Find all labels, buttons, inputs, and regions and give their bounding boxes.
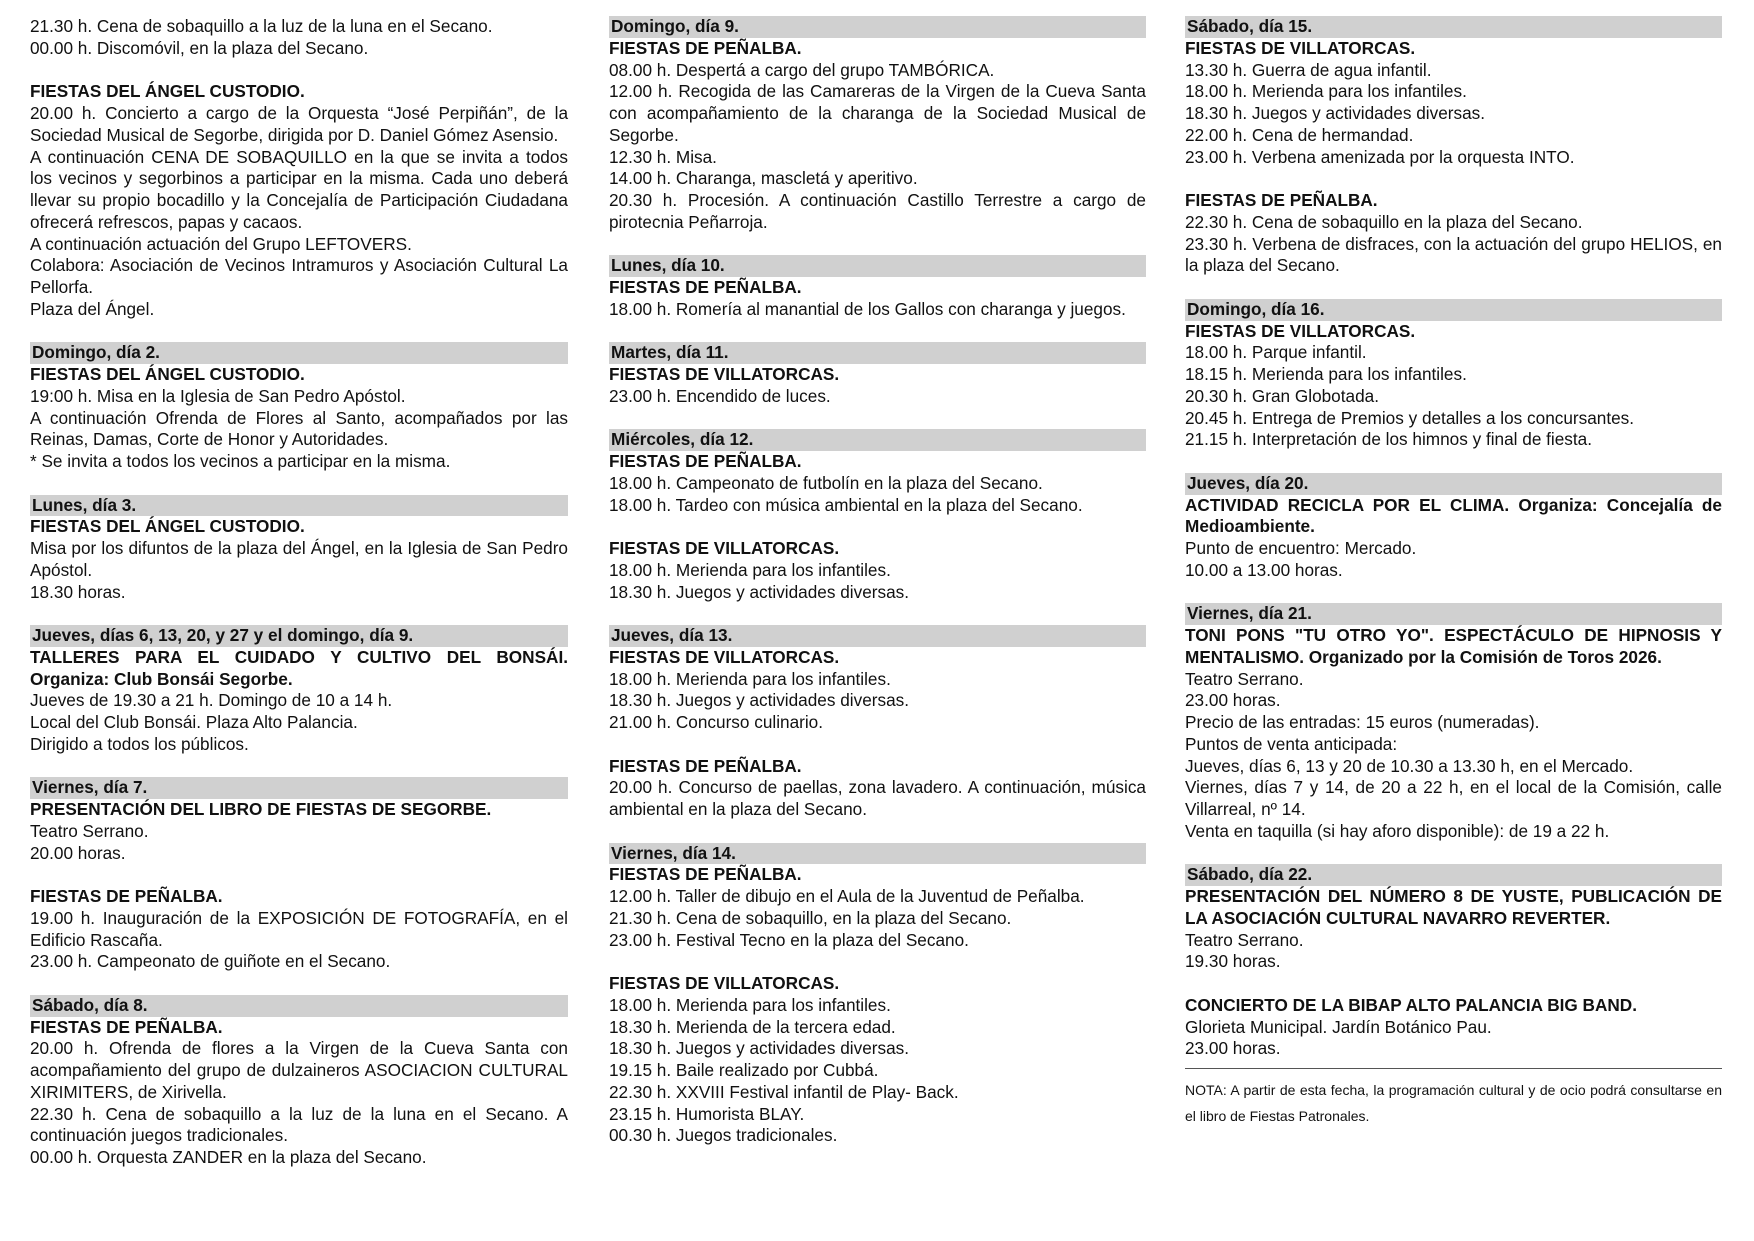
event-line: 18.30 h. Merienda de la tercera edad. xyxy=(609,1016,896,1037)
note-divider xyxy=(1185,1068,1722,1069)
day-header: Jueves, día 20. xyxy=(1185,473,1722,495)
event-block xyxy=(30,799,568,864)
event-block xyxy=(609,277,1146,321)
event-heading: FIESTAS DE VILLATORCAS. xyxy=(609,538,840,558)
day-section xyxy=(30,342,568,473)
day-header: Domingo, día 9. xyxy=(609,16,1146,38)
event-block xyxy=(1185,886,1722,973)
event-block xyxy=(1185,190,1722,277)
day-section xyxy=(1185,473,1722,582)
event-line: Colabora: Asociación de Vecinos Intramuros y Asociación Cultural La Pellorfa. xyxy=(30,255,568,297)
event-heading: FIESTAS DE PEÑALBA. xyxy=(609,864,802,885)
event-block xyxy=(609,756,1146,821)
block-spacer xyxy=(609,951,1146,973)
event-heading: TONI PONS "TU OTRO YO". ESPECTÁCULO DE HIPNOSIS Y MENTALISMO. Organizado por la Comisión de Toros 2026. xyxy=(1185,625,1722,667)
event-line: 19.15 h. Baile realizado por Cubbá. xyxy=(609,1060,879,1080)
day-header: Martes, día 11. xyxy=(609,342,1146,364)
day-header: Jueves, días 6, 13, 20, y 27 y el domingo, día 9. xyxy=(30,625,568,647)
event-line: 21.30 h. Cena de sobaquillo a la luz de la luna en el Secano. xyxy=(30,16,493,36)
event-line: Dirigido a todos los públicos. xyxy=(30,733,249,754)
event-block xyxy=(1185,625,1722,843)
event-line: 21.30 h. Cena de sobaquillo, en la plaza del Secano. xyxy=(609,907,1012,928)
event-line: A continuación CENA DE SOBAQUILLO en la que se invita a todos los vecinos y segorbinos a participar en la misma. Cada uno deberá llevar su propio bocadillo y la Concejalía de Participación Ciudadana ofrecerá refrescos, papas y cacaos. xyxy=(30,146,568,232)
event-block xyxy=(30,16,568,60)
event-heading: PRESENTACIÓN DEL LIBRO DE FIESTAS DE SEGORBE. xyxy=(30,799,492,819)
day-section xyxy=(30,625,568,756)
column-3-body xyxy=(1185,16,1722,1060)
event-block xyxy=(1185,321,1722,452)
event-line: Teatro Serrano. xyxy=(1185,929,1304,950)
event-block xyxy=(1185,38,1722,169)
day-header: Domingo, día 16. xyxy=(1185,299,1722,321)
event-block xyxy=(1185,495,1722,582)
event-block xyxy=(609,451,1146,516)
block-spacer xyxy=(609,516,1146,538)
event-line: 14.00 h. Charanga, mascletá y aperitivo. xyxy=(609,168,918,189)
event-line: 23.00 h. Festival Tecno en la plaza del Secano. xyxy=(609,929,969,950)
event-line: Viernes, días 7 y 14, de 20 a 22 h, en el local de la Comisión, calle Villarreal, nº 14. xyxy=(1185,777,1722,819)
event-line: 00.30 h. Juegos tradicionales. xyxy=(609,1125,838,1146)
event-line: 18.00 h. Campeonato de futbolín en la plaza del Secano. xyxy=(609,472,1043,493)
day-section xyxy=(609,625,1146,821)
block-spacer xyxy=(1185,973,1722,995)
day-section xyxy=(609,843,1146,1148)
event-line: 18.00 h. Merienda para los infantiles. xyxy=(1185,81,1467,102)
event-line: 23.00 horas. xyxy=(1185,1038,1281,1059)
event-line: 13.30 h. Guerra de agua infantil. xyxy=(1185,59,1432,80)
event-heading: FIESTAS DEL ÁNGEL CUSTODIO. xyxy=(30,364,305,384)
day-section xyxy=(609,429,1146,603)
day-section xyxy=(609,16,1146,234)
event-heading: FIESTAS DE PEÑALBA. xyxy=(1185,190,1378,210)
event-line: 18.00 h. Tardeo con música ambiental en la plaza del Secano. xyxy=(609,494,1083,515)
event-block xyxy=(609,864,1146,951)
event-line: 23.15 h. Humorista BLAY. xyxy=(609,1103,805,1124)
event-heading: ACTIVIDAD RECICLA POR EL CLIMA. Organiza: Concejalía de Medioambiente. xyxy=(1185,494,1722,537)
event-heading: FIESTAS DE PEÑALBA. xyxy=(609,451,802,471)
event-line: 20.45 h. Entrega de Premios y detalles a los concursantes. xyxy=(1185,407,1635,428)
event-line: 23.00 horas. xyxy=(1185,690,1281,711)
event-heading: CONCIERTO DE LA BIBAP ALTO PALANCIA BIG BAND. xyxy=(1185,994,1637,1015)
event-line: * Se invita a todos los vecinos a participar en la misma. xyxy=(30,451,451,471)
event-line: 20.30 h. Procesión. A continuación Castillo Terrestre a cargo de pirotecnia Peñarroja. xyxy=(609,190,1146,232)
event-line: 12.30 h. Misa. xyxy=(609,146,717,167)
event-line: Teatro Serrano. xyxy=(1185,668,1304,689)
block-spacer xyxy=(30,60,568,82)
day-header: Jueves, día 13. xyxy=(609,625,1146,647)
event-line: 18.00 h. Merienda para los infantiles. xyxy=(609,994,891,1015)
day-section xyxy=(1185,299,1722,451)
event-line: 20.00 h. Ofrenda de flores a la Virgen de la Cueva Santa con acompañamiento del grupo de dulzaineros ASOCIACION CULTURAL XIRIMITERS, de Xirivella. xyxy=(30,1038,568,1102)
event-line: 18.00 h. Romería al manantial de los Gallos con charanga y juegos. xyxy=(609,298,1126,319)
event-line: 20.00 horas. xyxy=(30,842,126,863)
day-section xyxy=(30,16,568,321)
event-heading: FIESTAS DE VILLATORCAS. xyxy=(609,646,840,667)
day-section xyxy=(30,995,568,1169)
column-2 xyxy=(609,16,1146,1147)
event-heading: FIESTAS DEL ÁNGEL CUSTODIO. xyxy=(30,81,305,102)
event-heading: FIESTAS DE VILLATORCAS. xyxy=(1185,320,1416,341)
event-block xyxy=(30,886,568,973)
event-line: 00.00 h. Discomóvil, en la plaza del Secano. xyxy=(30,37,369,58)
event-line: 18.30 h. Juegos y actividades diversas. xyxy=(609,1038,910,1059)
day-section xyxy=(609,255,1146,320)
event-line: 18.30 h. Juegos y actividades diversas. xyxy=(609,581,910,602)
event-line: Jueves, días 6, 13 y 20 de 10.30 a 13.30 h, en el Mercado. xyxy=(1185,755,1634,776)
day-header: Sábado, día 22. xyxy=(1185,864,1722,886)
event-line: 20.00 h. Concierto a cargo de la Orquesta “José Perpiñán”, de la Sociedad Musical de Segorbe, dirigida por D. Daniel Gómez Asensio. xyxy=(30,103,568,145)
event-line: 00.00 h. Orquesta ZANDER en la plaza del Secano. xyxy=(30,1147,427,1167)
event-line: 12.00 h. Recogida de las Camareras de la Virgen de la Cueva Santa con acompañamiento de la charanga de la Sociedad Musical de Segorbe. xyxy=(609,81,1146,145)
event-block xyxy=(30,647,568,756)
day-header: Viernes, día 7. xyxy=(30,777,568,799)
event-line: 08.00 h. Despertá a cargo del grupo TAMBÓRICA. xyxy=(609,59,995,80)
event-line: 12.00 h. Taller de dibujo en el Aula de la Juventud de Peñalba. xyxy=(609,886,1085,906)
event-heading: TALLERES PARA EL CUIDADO Y CULTIVO DEL BONSÁI. Organiza: Club Bonsái Segorbe. xyxy=(30,646,568,689)
day-section xyxy=(1185,864,1722,1060)
event-line: 18.00 h. Merienda para los infantiles. xyxy=(609,668,891,689)
event-line: 22.00 h. Cena de hermandad. xyxy=(1185,124,1414,145)
event-line: Punto de encuentro: Mercado. xyxy=(1185,538,1417,558)
event-line: Misa por los difuntos de la plaza del Ángel, en la Iglesia de San Pedro Apóstol. xyxy=(30,538,568,580)
event-line: 20.00 h. Concurso de paellas, zona lavadero. A continuación, música ambiental en la plaza del Secano. xyxy=(609,777,1146,819)
event-line: 22.30 h. XXVIII Festival infantil de Play- Back. xyxy=(609,1081,959,1102)
block-spacer xyxy=(609,734,1146,756)
day-section xyxy=(1185,603,1722,842)
event-line: A continuación actuación del Grupo LEFTOVERS. xyxy=(30,233,412,254)
event-line: 10.00 a 13.00 horas. xyxy=(1185,559,1343,580)
event-line: Plaza del Ángel. xyxy=(30,298,155,319)
event-heading: FIESTAS DE PEÑALBA. xyxy=(609,37,802,58)
day-section xyxy=(30,495,568,604)
event-line: 22.30 h. Cena de sobaquillo a la luz de la luna en el Secano. A continuación juegos tradicionales. xyxy=(30,1103,568,1146)
event-heading: FIESTAS DEL ÁNGEL CUSTODIO. xyxy=(30,516,305,537)
event-heading: FIESTAS DE PEÑALBA. xyxy=(609,277,802,297)
day-section xyxy=(30,777,568,973)
event-block xyxy=(609,538,1146,603)
event-heading: FIESTAS DE VILLATORCAS. xyxy=(1185,37,1416,58)
event-line: 19.00 h. Inauguración de la EXPOSICIÓN DE FOTOGRAFÍA, en el Edificio Rascaña. xyxy=(30,907,568,950)
block-spacer xyxy=(30,864,568,886)
event-line: 23.00 h. Campeonato de guiñote en el Secano. xyxy=(30,951,391,972)
day-header: Miércoles, día 12. xyxy=(609,429,1146,451)
day-section xyxy=(1185,16,1722,277)
event-line: Teatro Serrano. xyxy=(30,820,149,841)
event-line: 21.15 h. Interpretación de los himnos y final de fiesta. xyxy=(1185,429,1593,450)
event-heading: FIESTAS DE VILLATORCAS. xyxy=(609,364,840,384)
event-line: 22.30 h. Cena de sobaquillo en la plaza del Secano. xyxy=(1185,211,1583,232)
event-line: 23.30 h. Verbena de disfraces, con la actuación del grupo HELIOS, en la plaza del Secano. xyxy=(1185,233,1722,276)
event-line: 19:00 h. Misa en la Iglesia de San Pedro Apóstol. xyxy=(30,385,406,406)
event-line: 18.00 h. Merienda para los infantiles. xyxy=(609,559,891,580)
event-block xyxy=(1185,995,1722,1060)
event-line: 18.15 h. Merienda para los infantiles. xyxy=(1185,364,1467,384)
event-block xyxy=(30,1017,568,1169)
event-line: 18.30 h. Juegos y actividades diversas. xyxy=(609,690,910,711)
day-header: Lunes, día 10. xyxy=(609,255,1146,277)
day-header: Viernes, día 14. xyxy=(609,843,1146,865)
event-line: 19.30 horas. xyxy=(1185,951,1281,972)
event-line: 21.00 h. Concurso culinario. xyxy=(609,712,824,732)
event-line: Local del Club Bonsái. Plaza Alto Palancia. xyxy=(30,712,358,732)
event-block xyxy=(30,516,568,603)
footer-note: NOTA: A partir de esta fecha, la programación cultural y de ocio podrá consultarse en el libro de Fiestas Patronales. xyxy=(1185,1082,1722,1124)
day-section xyxy=(609,342,1146,407)
event-line: 20.30 h. Gran Globotada. xyxy=(1185,385,1379,406)
event-block xyxy=(30,81,568,320)
event-block xyxy=(30,364,568,473)
column-1 xyxy=(30,16,568,1169)
event-line: Puntos de venta anticipada: xyxy=(1185,733,1398,754)
event-block xyxy=(609,973,1146,1147)
day-header: Viernes, día 21. xyxy=(1185,603,1722,625)
event-line: 18.00 h. Parque infantil. xyxy=(1185,342,1367,363)
column-3 xyxy=(1185,16,1722,1129)
event-heading: FIESTAS DE PEÑALBA. xyxy=(30,886,223,906)
event-line: 23.00 h. Verbena amenizada por la orquesta INTO. xyxy=(1185,146,1575,167)
event-heading: FIESTAS DE PEÑALBA. xyxy=(30,1016,223,1037)
event-block xyxy=(609,38,1146,234)
event-line: 18.30 h. Juegos y actividades diversas. xyxy=(1185,103,1486,123)
block-spacer xyxy=(1185,168,1722,190)
event-heading: FIESTAS DE PEÑALBA. xyxy=(609,755,802,776)
event-line: A continuación Ofrenda de Flores al Santo, acompañados por las Reinas, Damas, Corte de Honor y Autoridades. xyxy=(30,407,568,450)
day-header: Domingo, día 2. xyxy=(30,342,568,364)
event-heading: FIESTAS DE VILLATORCAS. xyxy=(609,973,840,993)
event-line: Precio de las entradas: 15 euros (numeradas). xyxy=(1185,712,1540,732)
event-line: Glorieta Municipal. Jardín Botánico Pau. xyxy=(1185,1016,1492,1037)
event-line: Venta en taquilla (si hay aforo disponible): de 19 a 22 h. xyxy=(1185,820,1610,841)
event-line: Jueves de 19.30 a 21 h. Domingo de 10 a 14 h. xyxy=(30,690,393,711)
event-line: 18.30 horas. xyxy=(30,581,126,602)
event-block xyxy=(609,364,1146,408)
event-heading: PRESENTACIÓN DEL NÚMERO 8 DE YUSTE, PUBLICACIÓN DE LA ASOCIACIÓN CULTURAL NAVARRO REVERTER. xyxy=(1185,886,1722,928)
day-header: Lunes, día 3. xyxy=(30,495,568,517)
day-header: Sábado, día 15. xyxy=(1185,16,1722,38)
day-header: Sábado, día 8. xyxy=(30,995,568,1017)
event-line: 23.00 h. Encendido de luces. xyxy=(609,385,831,406)
event-block xyxy=(609,647,1146,734)
